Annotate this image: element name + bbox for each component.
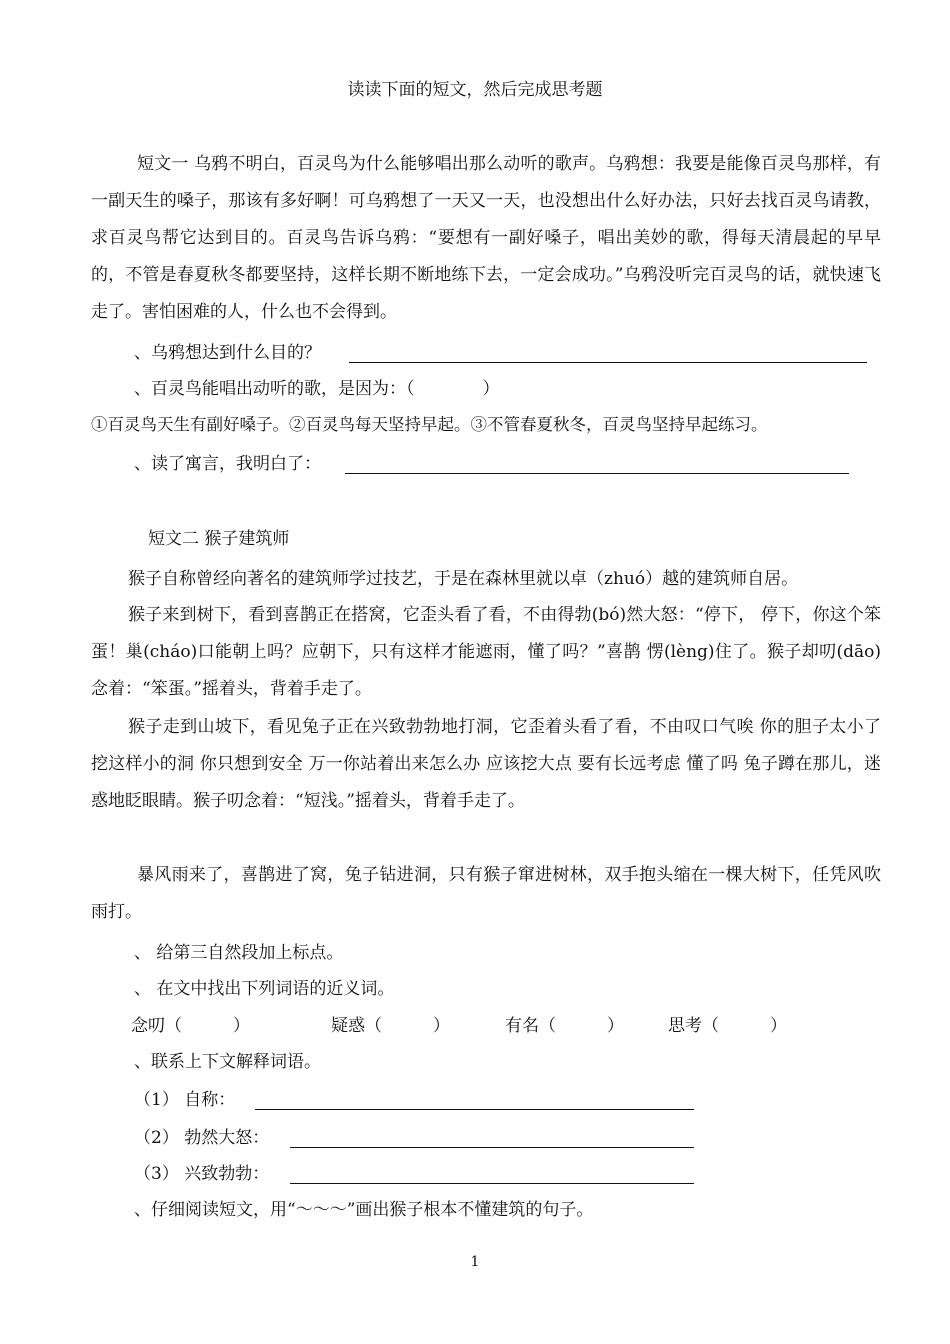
page-title: 读读下面的短文，然后完成思考题 [347,80,603,100]
passage-two-question-2: 、 在文中找出下列词语的近义词。 [134,979,395,999]
answer-line[interactable] [290,1147,694,1148]
passage-one-question-2: 、百灵鸟能唱出动听的歌，是因为：（ ） [134,379,500,399]
synonym-item: 思考（ ） [668,1016,787,1036]
page-number: 1 [470,1254,480,1270]
definition-item-3: （3） 兴致勃勃： [134,1164,270,1184]
definition-item-1: （1） 自称： [134,1090,236,1110]
passage-two-question-3: 、联系上下文解释词语。 [134,1052,321,1072]
passage-two-paragraph-1: 猴子自称曾经向著名的建筑师学过技艺，于是在森林里就以卓（zhuó）越的建筑师自居。 [128,569,799,589]
passage-two-paragraph-2: 猴子来到树下，看到喜鹊正在搭窝，它歪头看了看，不由得勃(bó)然大怒：“停下， 停下，你这个笨蛋！巢(cháo)口能朝上吗？应朝下，只有这样才能遮雨，懂了吗？”喜鹊 愣(lèng)住了。猴子却叨(dāo)念着：“笨蛋。”摇着头，背着手走了。 [91,605,881,699]
passage-one-options: ①百灵鸟天生有副好嗓子。②百灵鸟每天坚持早起。③不管春夏秋冬，百灵鸟坚持早起练习。 [91,415,768,434]
answer-line[interactable] [255,1109,694,1110]
answer-line[interactable] [345,473,849,474]
passage-two-question-4: 、仔细阅读短文，用“～～～”画出猴子根本不懂建筑的句子。 [134,1200,594,1220]
passage-one-question-3: 、读了寓言，我明白了： [134,454,321,474]
synonym-item: 疑惑（ ） [331,1016,450,1036]
synonym-item: 有名（ ） [505,1016,624,1036]
passage-one-text: 短文一 乌鸦不明白，百灵鸟为什么能够唱出那么动听的歌声。乌鸦想：我要是能像百灵鸟那样，有一副天生的嗓子，那该有多好啊！可乌鸦想了一天又一天，也没想出什么好办法，只好去找百灵鸟请教，求百灵鸟帮它达到目的。百灵鸟告诉乌鸦：“要想有一副好嗓子，唱出美妙的歌，得每天清晨起的早早的，不管是春夏秋冬都要坚持，这样长期不断地练下去，一定会成功。”乌鸦没听完百灵鸟的话，就快速飞走了。害怕困难的人，什么也不会得到。 [91,154,881,322]
passage-two-paragraph-4: 暴风雨来了，喜鹊进了窝，兔子钻进洞，只有猴子窜进树林，双手抱头缩在一棵大树下，任凭风吹雨打。 [91,865,881,922]
answer-line[interactable] [349,362,867,363]
passage-two-title: 短文二 猴子建筑师 [148,529,290,549]
passage-two-paragraph-3: 猴子走到山坡下，看见兔子正在兴致勃勃地打洞，它歪着头看了看，不由叹口气唉 你的胆子太小了 挖这样小的洞 你只想到安全 万一你站着出来怎么办 应该挖大点 要有长远考虑 懂了吗 兔子蹲在那儿，迷惑地眨眼睛。猴子叨念着：“短浅。”摇着头，背着手走了。 [91,717,881,811]
passage-one-question-1: 、乌鸦想达到什么目的？ [134,343,321,363]
synonym-item: 念叨（ ） [131,1016,250,1036]
answer-line[interactable] [290,1183,694,1184]
passage-two-question-1: 、 给第三自然段加上标点。 [134,943,344,963]
definition-item-2: （2） 勃然大怒： [134,1128,270,1148]
